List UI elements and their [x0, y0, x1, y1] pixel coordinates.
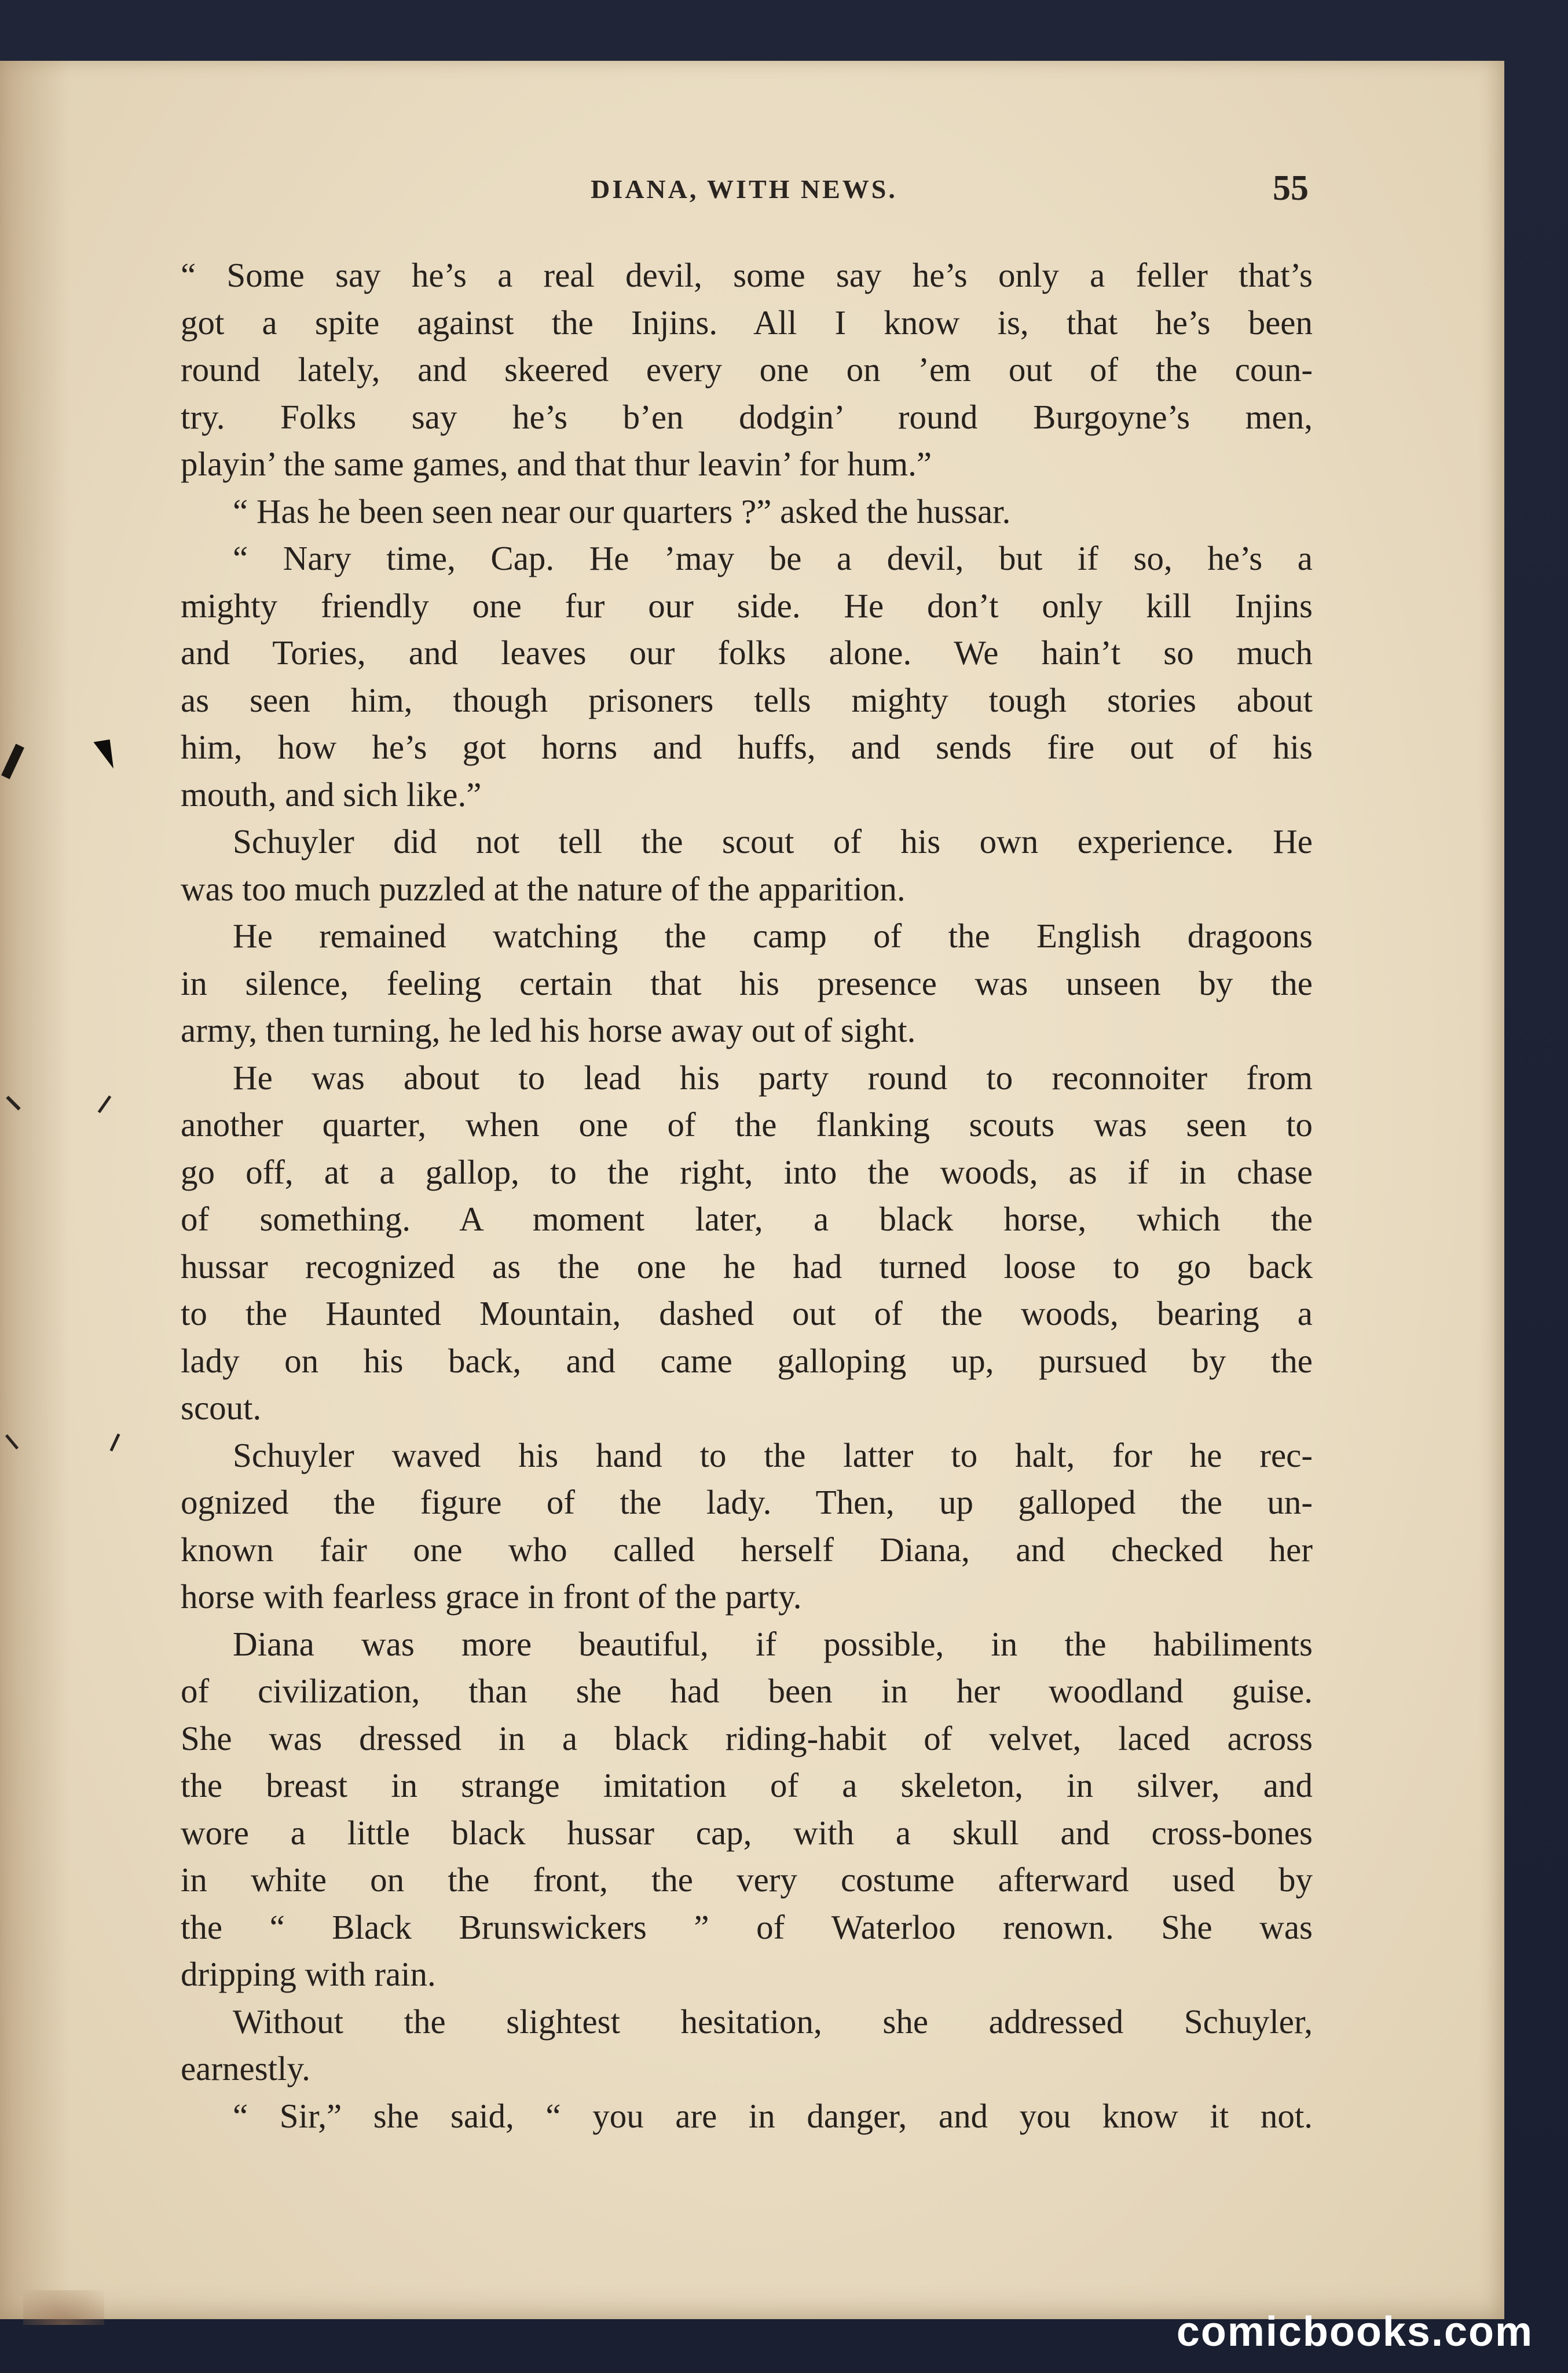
body-text	[181, 252, 1313, 2140]
text-line: mouth, and sich like.”	[181, 775, 482, 814]
text-line: Diana was more beautiful, if possible, in the habiliments	[233, 1624, 1313, 1663]
text-line: him, how he’s got horns and huffs, and sends fire out of his	[181, 728, 1313, 766]
text-line: Schuyler waved his hand to the latter to halt, for he rec-	[233, 1435, 1313, 1474]
text-line: round lately, and skeered every one on ’em out of the coun-	[181, 350, 1313, 389]
margin-speck	[98, 1096, 112, 1114]
text-line: dripping with rain.	[181, 1955, 436, 1993]
text-line: another quarter, when one of the flanking scouts was seen to	[181, 1105, 1313, 1144]
margin-speck	[1, 744, 24, 779]
running-title: DIANA, WITH NEWS.	[591, 174, 897, 204]
text-line: wore a little black hussar cap, with a skull and cross-bones	[181, 1813, 1313, 1852]
text-line: was too much puzzled at the nature of the apparition.	[181, 869, 906, 908]
text-line: lady on his back, and came galloping up, pursued by the	[181, 1341, 1313, 1380]
text-line: of civilization, than she had been in her woodland guise.	[181, 1672, 1313, 1710]
text-line: “ Sir,” she said, “ you are in danger, and you know it not.	[233, 2096, 1313, 2135]
text-line: of something. A moment later, a black horse, which the	[181, 1200, 1313, 1238]
page-number: 55	[1273, 169, 1309, 208]
text-line: as seen him, though prisoners tells mighty tough stories about	[181, 680, 1313, 719]
text-line: “ Nary time, Cap. He ’may be a devil, but if so, he’s a	[233, 539, 1313, 577]
text-line: ognized the figure of the lady. Then, up galloped the un-	[181, 1483, 1313, 1521]
text-line: to the Haunted Mountain, dashed out of the woods, bearing a	[181, 1294, 1313, 1332]
book-page	[0, 61, 1504, 2319]
text-line: and Tories, and leaves our folks alone. We hain’t so much	[181, 633, 1313, 672]
text-line: go off, at a gallop, to the right, into the woods, as if in chase	[181, 1152, 1313, 1191]
text-line: Without the slightest hesitation, she addressed Schuyler,	[233, 2002, 1313, 2041]
text-line: mighty friendly one fur our side. He don’t only kill Injins	[181, 586, 1313, 625]
text-line: hussar recognized as the one he had turned loose to go back	[181, 1247, 1313, 1286]
text-line: in white on the front, the very costume afterward used by	[181, 1861, 1313, 1899]
text-line: “ Has he been seen near our quarters ?” asked the hussar.	[233, 492, 1011, 530]
running-header	[179, 168, 1309, 220]
margin-speck	[109, 1433, 120, 1451]
text-line: in silence, feeling certain that his presence was unseen by the	[181, 964, 1313, 1002]
text-line: the breast in strange imitation of a skeleton, in silver, and	[181, 1766, 1313, 1804]
text-line: try. Folks say he’s b’en dodgin’ round Burgoyne’s men,	[181, 397, 1313, 436]
text-line: He remained watching the camp of the English dragoons	[233, 917, 1313, 955]
text-line: got a spite against the Injins. All I know is, that he’s been	[181, 303, 1313, 342]
text-line: playin’ the same games, and that thur leavin’ for hum.”	[181, 445, 932, 483]
watermark: comicbooks.com	[1176, 2309, 1533, 2355]
margin-speck	[5, 1434, 19, 1449]
text-line: Schuyler did not tell the scout of his own experience. He	[233, 822, 1313, 860]
text-line: army, then turning, he led his horse away out of sight.	[181, 1011, 916, 1049]
text-line: “ Some say he’s a real devil, some say he’s only a feller that’s	[181, 256, 1313, 294]
text-line: earnestly.	[181, 2049, 310, 2088]
margin-speck	[93, 737, 119, 772]
text-line: the “ Black Brunswickers ” of Waterloo renown. She was	[181, 1907, 1313, 1946]
text-line: horse with fearless grace in front of the party.	[181, 1577, 802, 1616]
text-line: known fair one who called herself Diana, and checked her	[181, 1530, 1313, 1569]
text-line: scout.	[181, 1389, 262, 1427]
margin-speck	[6, 1096, 20, 1110]
text-line: She was dressed in a black riding-habit of velvet, laced across	[181, 1719, 1313, 1757]
text-line: He was about to lead his party round to reconnoiter from	[233, 1058, 1313, 1097]
